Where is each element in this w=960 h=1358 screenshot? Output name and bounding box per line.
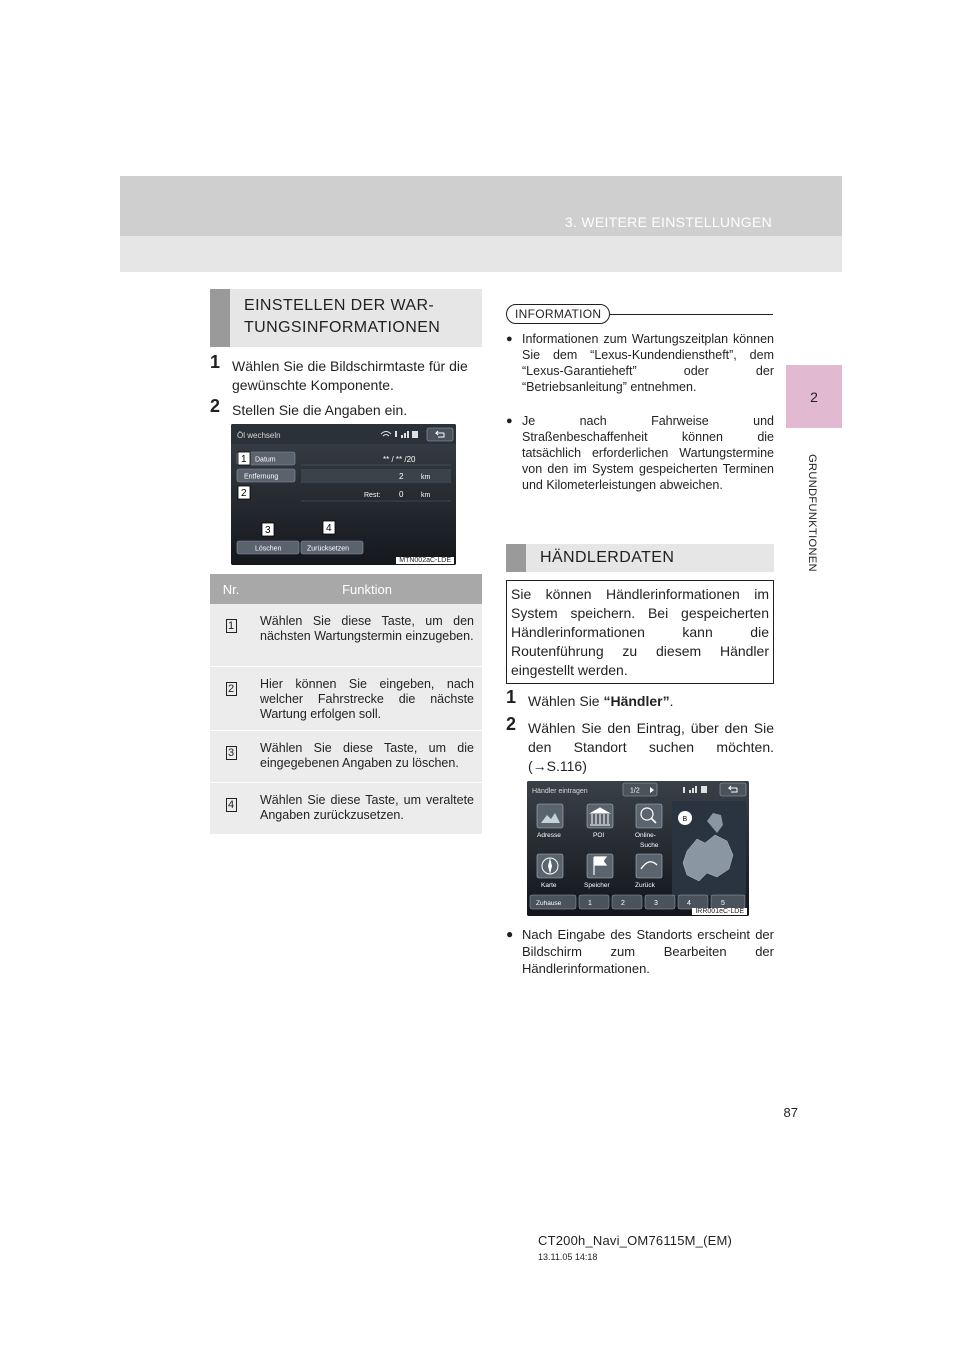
row-number: 1 [226, 619, 237, 633]
svg-text:4: 4 [326, 523, 332, 534]
section-heading-haendler [506, 544, 774, 572]
step-1-left [210, 352, 482, 395]
online-suche-button[interactable] [635, 804, 662, 849]
speicher-button[interactable] [584, 854, 613, 889]
image-code-right: IRR001eC-LDE [692, 908, 747, 915]
row-number: 3 [226, 746, 237, 760]
page-number: 87 [783, 1105, 798, 1120]
table-row [210, 666, 482, 730]
chapter-tab [786, 365, 842, 428]
svg-text:1: 1 [588, 900, 592, 907]
datum-value: ** / ** /20 [383, 455, 416, 464]
km-unit-1: km [421, 474, 431, 481]
row-number: 2 [226, 682, 237, 696]
svg-text:3: 3 [265, 525, 271, 536]
svg-text:Speicher: Speicher [584, 882, 610, 889]
haendler-intro-text: Sie können Händlerinformationen im System speichern. Bei gespeicherten Händlerinformationen kann die Routenführung zu diesem Händler eingestellt werden. [511, 586, 769, 678]
haendler-screen [527, 781, 749, 916]
svg-text:Online-: Online- [635, 832, 656, 839]
step-number: 1 [210, 352, 221, 372]
datum-label: Datum [255, 456, 276, 464]
entfernung-button[interactable] [237, 469, 295, 482]
km-unit-2: km [421, 492, 431, 499]
preset-3-button[interactable] [645, 895, 675, 909]
step-text: Wählen Sie die Bildschirmtaste für die gewünschte Komponente. [232, 358, 468, 393]
step2-text: Wählen Sie den Eintrag, über den Sie den Standort suchen möchten. (→S.116) [528, 720, 774, 774]
bullet-icon: ● [506, 333, 513, 345]
back-button[interactable] [720, 783, 746, 796]
svg-text:1/2: 1/2 [630, 787, 640, 795]
haendler-screen-graphic [527, 781, 749, 916]
preset-1-button[interactable] [579, 895, 609, 909]
preset-4-button[interactable] [678, 895, 708, 909]
svg-text:Suche: Suche [640, 842, 659, 849]
image-code-left: MTN002aC-LDE [396, 557, 454, 564]
callout-3 [262, 523, 274, 536]
row-text: Wählen Sie diese Taste, um die eingegebenen Angaben zu löschen. [252, 730, 482, 782]
loeschen-label: Löschen [255, 545, 282, 553]
bullet-icon: ● [506, 927, 514, 941]
section-heading-wartung [210, 289, 482, 347]
info-bullet-text: Informationen zum Wartungszeitplan können Sie dem “Lexus-Kundendienstheft”, dem “Lexus-Garantieheft” oder der “Betriebsanleitung” entnehmen. [522, 332, 774, 394]
row-text: Wählen Sie diese Taste, um den nächsten Wartungstermin einzugeben. [252, 604, 482, 666]
step-number: 2 [210, 396, 221, 416]
step1-haendler: “Händler” [603, 693, 670, 709]
svg-text:Zurück: Zurück [635, 882, 655, 889]
svg-text:Adresse: Adresse [537, 832, 561, 839]
section-title-line1: EINSTELLEN DER WAR- [244, 297, 435, 314]
step1-suffix: . [669, 693, 674, 709]
svg-text:3: 3 [654, 900, 658, 907]
bullet-icon: ● [506, 415, 513, 427]
info-bullet-2 [506, 413, 774, 493]
screen-title: Öl wechseln [237, 431, 281, 440]
callout-2 [238, 486, 250, 499]
zuruecksetzen-button[interactable] [301, 541, 363, 554]
svg-text:2: 2 [621, 900, 625, 907]
loeschen-button[interactable] [237, 541, 299, 554]
document-code: CT200h_Navi_OM76115M_(EM) [538, 1233, 733, 1248]
zuhause-button[interactable] [530, 895, 576, 909]
svg-text:Zuhause: Zuhause [536, 900, 562, 907]
screen-title: Händler eintragen [532, 788, 588, 795]
after-screen-text: Nach Eingabe des Standorts erscheint der Bildschirm zum Bearbeiten der Händlerinformationen. [522, 927, 774, 976]
entfernung-value: 2 [399, 472, 404, 481]
table-row [210, 782, 482, 834]
rest-value: 0 [399, 490, 404, 499]
table-row [210, 604, 482, 666]
table-header-nr: Nr. [210, 574, 252, 604]
svg-text:1: 1 [241, 454, 247, 465]
step-1-right: 1 Wählen Sie “Händler”. [506, 687, 674, 709]
adresse-button[interactable] [537, 804, 563, 839]
row-text: Hier können Sie eingeben, nach welcher Fahrstrecke die nächste Wartung erfolgen soll. [252, 666, 482, 730]
step-2-right: 2 Wählen Sie den Eintrag, über den Sie den Standort suchen möchten. (→S.116) [506, 714, 774, 774]
chapter-number: 2 [810, 389, 818, 405]
step-text: Stellen Sie die Angaben ein. [232, 402, 408, 418]
page-header [120, 176, 842, 272]
callout-1 [238, 452, 250, 465]
chapter-title: 3. WEITERE EINSTELLUNGEN [564, 214, 772, 230]
zuruecksetzen-label: Zurücksetzen [307, 545, 350, 553]
table-row [210, 730, 482, 782]
chapter-side-label-text: GRUNDFUNKTIONEN [806, 454, 818, 572]
step-2-left [210, 396, 482, 420]
chapter-side-label [802, 440, 822, 586]
svg-text:B: B [682, 816, 688, 823]
svg-text:Karte: Karte [541, 882, 557, 889]
page-toggle-button[interactable] [623, 783, 657, 796]
oil-change-screen [231, 424, 456, 565]
function-table [210, 574, 482, 835]
section-heading-bar [506, 544, 526, 572]
section-title-line2: TUNGSINFORMATIONEN [244, 319, 441, 336]
table-header-funktion: Funktion [252, 574, 482, 604]
info-bullet-1 [506, 331, 774, 395]
header-band [120, 176, 842, 236]
section-title-haendler: HÄNDLERDATEN [540, 549, 675, 566]
svg-text:5: 5 [721, 900, 725, 907]
rest-label: Rest: [364, 492, 381, 499]
preset-5-button[interactable] [711, 895, 745, 909]
haendler-intro-box [506, 580, 774, 684]
europe-map [672, 801, 746, 896]
after-screen-bullet [506, 926, 774, 977]
step1-prefix: Wählen Sie [528, 693, 604, 709]
preset-2-button[interactable] [612, 895, 642, 909]
svg-text:4: 4 [687, 900, 691, 907]
row-number: 4 [226, 798, 237, 812]
entfernung-label: Entfernung [244, 473, 279, 481]
row-text: Wählen Sie diese Taste, um veraltete Angaben zurückzusetzen. [252, 782, 482, 834]
information-label: INFORMATION [506, 304, 610, 324]
svg-text:2: 2 [241, 488, 247, 499]
document-timestamp: 13.11.05 14:18 [538, 1252, 598, 1262]
info-bullet-text: Je nach Fahrweise und Straßenbeschaffenheit können die tatsächlich erforderlichen Wartungstermine von den im System gespeicherten Terminen und Kilometerleistungen abweichen. [522, 414, 774, 492]
back-button[interactable] [427, 428, 453, 441]
callout-4 [323, 521, 335, 534]
svg-text:POI: POI [593, 832, 605, 839]
oil-change-screen-graphic [231, 424, 456, 565]
section-heading-bar [210, 289, 230, 347]
